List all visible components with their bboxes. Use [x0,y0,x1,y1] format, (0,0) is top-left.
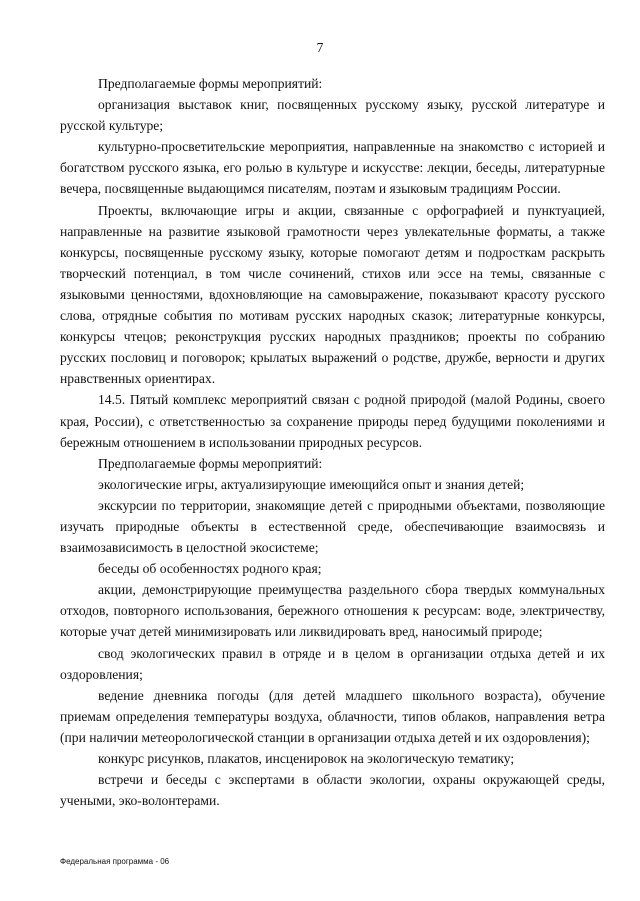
paragraph: экскурсии по территории, знакомящие детей с природными объектами, позволяющие изучать природные объекты в естественной среде, обеспечивающие взаимосвязь и взаимозависимость в целостной экосистеме; [60,497,605,556]
page-number: 7 [316,40,324,55]
paragraph: экологические игры, актуализирующие имеющийся опыт и знания детей; [98,476,525,492]
paragraph: свод экологических правил в отряде и в целом в организации отдыха детей и их оздоровления; [60,645,605,682]
paragraph: встречи и беседы с экспертами в области экологии, охраны окружающей среды, учеными, эко-волонтерами. [60,772,605,809]
page-footer: Федеральная программа - 06 [60,857,170,866]
paragraph: Проекты, включающие игры и акции, связанные с орфографией и пунктуацией, направленные на развитие языковой грамотности через увлекательные форматы, а также конкурсы, посвященные русскому языку, которые помогают детям и подросткам раскрыть творческий потенциал, в том числе сочинений, стихов или эссе на темы, связанные с языковыми ценностями, вдохновляющие на самовыражение, показывают красоту русского слова, отрядные события по мотивам русских народных сказок; литературные конкурсы, конкурсы чтецов; реконструкция русских народных праздников; проекты по собранию русских пословиц и поговорок; крылатых выражений о родстве, дружбе, верности и других нравственных ориентирах. [60,202,605,387]
paragraph: 14.5. Пятый комплекс мероприятий связан с родной природой (малой Родины, своего края, России), с ответственностью за сохранение природы перед будущими поколениями и бережным отношением в использовании природных ресурсов. [60,392,605,450]
paragraph: организация выставок книг, посвященных русскому языку, русской литературе и русской культуре; [60,97,605,134]
paragraph: беседы об особенностях родного края; [98,561,322,577]
paragraph: конкурс рисунков, плакатов, инсценировок на экологическую тематику; [98,751,515,766]
paragraph: акции, демонстрирующие преимущества раздельного сбора твердых коммунальных отходов, повторного использования, бережного отношения к ресурсам: воде, электричеству, которые учат детей минимизировать или ликвидировать вред, наносимый природе; [60,582,605,640]
paragraph: Предполагаемые формы мероприятий: [98,76,323,91]
document-body [60,73,605,811]
paragraph: Предполагаемые формы мероприятий: [98,455,323,471]
paragraph: культурно-просветительские мероприятия, направленные на знакомство с историей и богатством русского языка, его ролью в культуре и искусстве: лекции, беседы, литературные вечера, посвященные выдающимся писателям, поэтам и языковым традициям России. [60,139,605,197]
paragraph: ведение дневника погоды (для детей младшего школьного возраста), обучение приемам определения температуры воздуха, облачности, типов облаков, направления ветра (при наличии метеорологической станции в организации отдыха детей и их оздоровления); [60,687,605,745]
